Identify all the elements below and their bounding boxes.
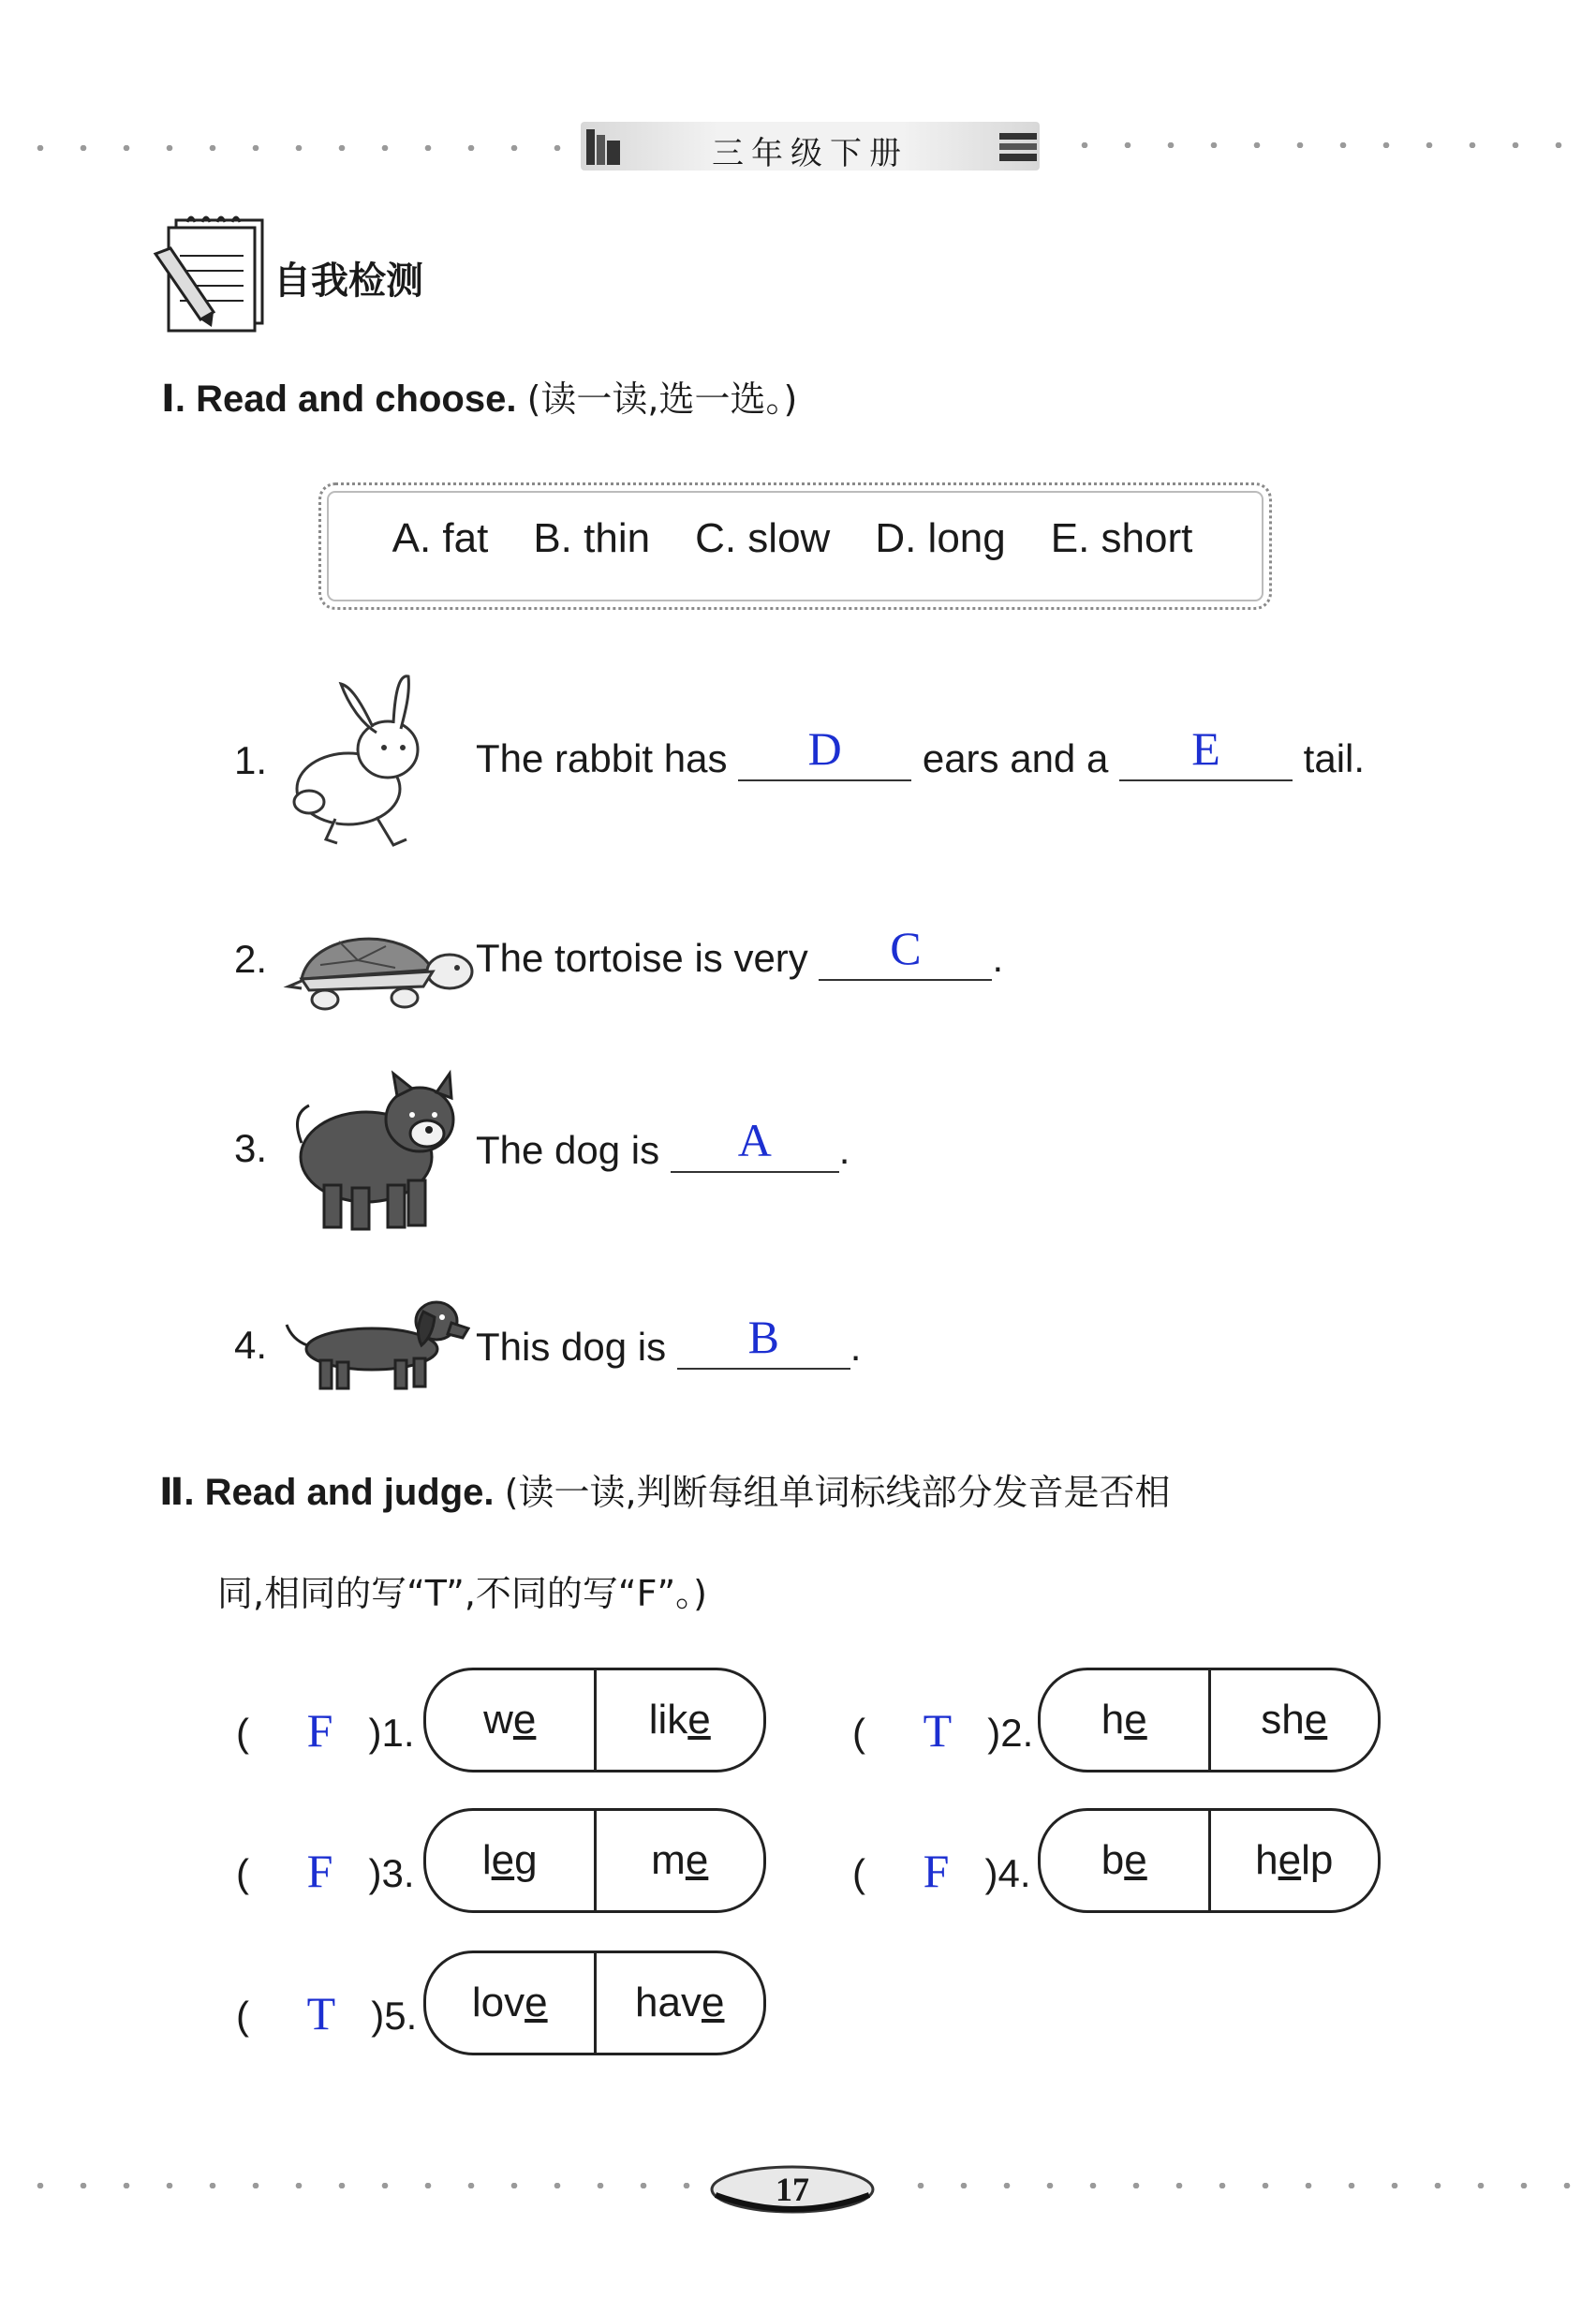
question-4-text-c: . [850,1325,862,1369]
judge-3-open-paren: ( [236,1851,249,1895]
judge-item-5 [236,1986,417,2040]
judge-item-4 [852,1844,1031,1898]
question-4-sentence [476,1311,862,1370]
judge-4-word-1 [1041,1811,1208,1910]
judge-1-word-1-underlined: e [512,1697,537,1743]
judge-3-word-1-underlined: e [491,1837,515,1883]
question-3-blank [671,1114,839,1173]
judge-4-answer: F [923,1845,950,1897]
question-1-answer-a: D [807,722,842,775]
judge-3-word-2-underlined: e [685,1837,709,1883]
judge-5-word-2-underlined: e [701,1980,725,2025]
book-stack-icon [583,124,626,169]
question-3-number: 3. [234,1126,268,1170]
judge-item-2 [852,1703,1033,1758]
part2-heading-cn-line2: 同,相同的写“T”,不同的写“F”。) [217,1573,707,1614]
question-3-text-a: The dog is [476,1128,660,1172]
bottom-dots-right [899,2183,1574,2188]
judge-2-word-1-pre: h [1101,1697,1125,1743]
part2-numeral: Ⅱ. [159,1472,195,1513]
rabbit-icon [283,667,451,851]
judge-3-word-2 [594,1811,764,1910]
judge-1-pill [423,1668,766,1772]
judge-2-open-paren: ( [852,1711,865,1755]
judge-5-number: )5. [371,1994,418,2038]
part1-heading [161,370,797,422]
section-title: 自我检测 [273,260,423,303]
part1-numeral: Ⅰ. [161,378,185,420]
judge-1-word-2 [594,1670,764,1770]
page-number: 17 [776,2171,809,2208]
option-c: C. slow [695,515,831,561]
judge-2-word-2-pre: sh [1261,1697,1305,1743]
question-1-answer-b: E [1191,722,1220,775]
question-2-sentence [476,922,1004,981]
judge-2-pill [1038,1668,1381,1772]
judge-5-word-1-underlined: e [525,1980,548,2025]
judge-1-word-1-pre: w [483,1697,513,1743]
top-dots-left [19,145,571,151]
judge-4-word-2-pre: h [1255,1837,1278,1883]
judge-3-word-1 [426,1811,594,1910]
part1-heading-text: Read and choose. [196,378,517,420]
judge-1-word-2-pre: lik [648,1697,688,1743]
part2-heading-cn-line1: (读一读,判断每组单词标线部分发音是否相 [504,1472,1171,1513]
judge-1-open-paren: ( [236,1711,249,1755]
option-d: D. long [875,515,1006,561]
question-2-answer: C [890,922,922,974]
judge-4-open-paren: ( [852,1851,865,1895]
question-2-text-c: . [992,936,1004,980]
question-4-blank [677,1311,850,1370]
judge-4-word-2 [1208,1811,1379,1910]
question-2-text-a: The tortoise is very [476,936,808,980]
judge-5-pill [423,1950,766,2055]
judge-4-pill [1038,1808,1381,1913]
judge-3-word-1-post: g [514,1837,538,1883]
judge-4-word-2-underlined: e [1278,1837,1302,1883]
judge-2-word-1-underlined: e [1124,1697,1147,1743]
question-2-blank [819,922,992,981]
question-1-text-c: tail. [1303,736,1366,780]
question-1-text-b: ears and a [922,736,1109,780]
question-4-text-a: This dog is [476,1325,667,1369]
judge-4-word-1-underlined: e [1124,1837,1147,1883]
option-e: E. short [1050,515,1193,561]
part1-heading-cn: (读一读,选一选。) [526,378,798,420]
notebook-pencil-icon [150,211,272,333]
tortoise-icon [283,913,480,1016]
top-dots-right [1063,142,1578,148]
judge-3-pill [423,1808,766,1913]
part2-heading-line2 [217,1565,707,1616]
judge-4-word-2-post: lp [1301,1837,1334,1883]
judge-2-answer: T [923,1704,953,1757]
judge-1-word-2-underlined: e [687,1697,711,1743]
question-4-number: 4. [234,1323,268,1367]
judge-5-word-2-pre: hav [635,1980,702,2025]
question-1-blank-a [738,722,911,781]
judge-5-word-2 [594,1953,764,2053]
judge-1-answer: F [306,1704,333,1757]
question-4-answer: B [747,1311,779,1363]
question-3-text-c: . [838,1128,850,1172]
judge-4-number: )4. [984,1851,1031,1895]
bookshelf-icon [998,129,1041,165]
judge-5-answer: T [306,1987,336,2039]
judge-2-word-2-underlined: e [1304,1697,1328,1743]
part2-heading [159,1463,1171,1515]
question-3-answer: A [737,1114,772,1166]
judge-4-word-1-pre: b [1101,1837,1125,1883]
question-1-text-a: The rabbit has [476,736,728,780]
question-1-number: 1. [234,738,268,782]
judge-3-number: )3. [368,1851,415,1895]
judge-item-1 [236,1703,415,1758]
part2-heading-text: Read and judge. [204,1472,495,1513]
option-b: B. thin [533,515,651,561]
question-3-sentence [476,1114,850,1173]
question-2-number: 2. [234,937,268,981]
fat-dog-icon [287,1068,465,1237]
judge-2-word-2 [1208,1670,1379,1770]
judge-5-word-1 [426,1953,594,2053]
question-1-sentence [476,722,1366,781]
judge-2-number: )2. [987,1711,1034,1755]
judge-1-word-1 [426,1670,594,1770]
judge-3-word-1-pre: l [481,1837,492,1883]
judge-3-answer: F [306,1845,333,1897]
dachshund-icon [283,1283,470,1396]
bottom-dots-left [19,2183,693,2188]
question-1-blank-b [1119,722,1293,781]
options-list [318,515,1266,562]
judge-3-word-2-pre: m [651,1837,686,1883]
header-title: 三年级下册 [712,135,909,172]
option-a: A. fat [392,515,489,561]
judge-2-word-1 [1041,1670,1208,1770]
judge-5-word-1-pre: lov [471,1980,525,2025]
judge-item-3 [236,1844,415,1898]
judge-1-number: )1. [368,1711,415,1755]
judge-5-open-paren: ( [236,1994,249,2038]
